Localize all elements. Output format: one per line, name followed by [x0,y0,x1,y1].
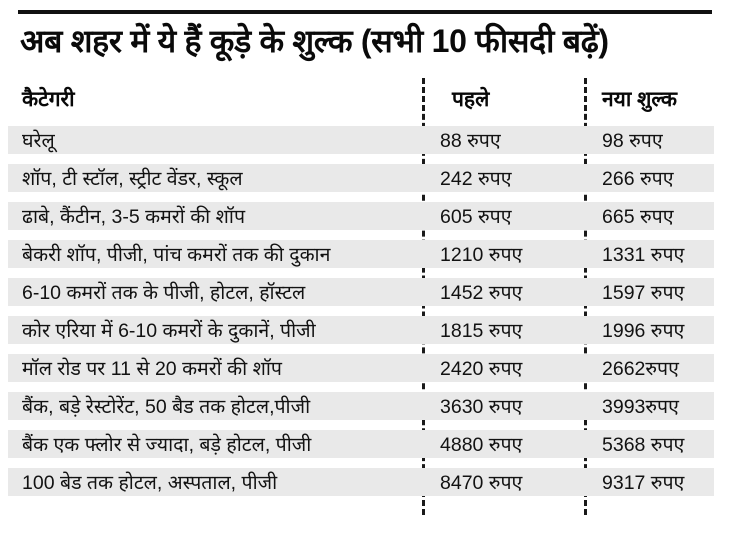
cell-category: शॉप, टी स्टॉल, स्ट्रीट वेंडर, स्कूल [22,168,243,190]
cell-old-fee: 3630 रुपए [440,396,523,418]
cell-old-fee: 1452 रुपए [440,282,523,304]
column-header-category: कैटेगरी [22,88,75,111]
cell-category: 100 बेड तक होटल, अस्पताल, पीजी [22,472,278,494]
cell-category: बेकरी शॉप, पीजी, पांच कमरों तक की दुकान [22,244,331,266]
cell-old-fee: 605 रुपए [440,206,512,228]
cell-old-fee: 242 रुपए [440,168,512,190]
cell-category: मॉल रोड पर 11 से 20 कमरों की शॉप [22,358,282,380]
cell-new-fee: 266 रुपए [602,168,674,190]
table-row [0,426,730,464]
cell-old-fee: 8470 रुपए [440,472,523,494]
table-row [0,122,730,160]
table-row [0,350,730,388]
cell-category: घरेलू [22,130,55,152]
cell-new-fee: 9317 रुपए [602,472,685,494]
column-header-old-fee: पहले [452,88,490,111]
title-top-rule [18,10,712,14]
cell-category: बैंक, बड़े रेस्टोरेंट, 50 बैड तक होटल,पीजी [22,396,311,418]
cell-new-fee: 1331 रुपए [602,244,685,266]
table-row [0,236,730,274]
cell-new-fee: 665 रुपए [602,206,674,228]
cell-category: 6-10 कमरों तक के पीजी, होटल, हॉस्टल [22,282,306,304]
table-row [0,274,730,312]
cell-old-fee: 2420 रुपए [440,358,523,380]
table-row [0,198,730,236]
cell-new-fee: 1996 रुपए [602,320,685,342]
cell-new-fee: 2662रुपए [602,358,679,380]
page-title: अब शहर में ये हैं कूड़े के शुल्क (सभी 10 फीसदी बढ़ें) [20,23,609,59]
cell-old-fee: 1210 रुपए [440,244,523,266]
table-header-row [0,78,730,122]
cell-old-fee: 88 रुपए [440,130,501,152]
cell-category: ढाबे, कैंटीन, 3-5 कमरों की शॉप [22,206,246,228]
table-row [0,464,730,502]
cell-new-fee: 98 रुपए [602,130,663,152]
fee-table [0,78,730,528]
cell-category: कोर एरिया में 6-10 कमरों के दुकानें, पीजी [22,320,316,342]
cell-old-fee: 4880 रुपए [440,434,523,456]
table-row [0,388,730,426]
cell-old-fee: 1815 रुपए [440,320,523,342]
cell-new-fee: 1597 रुपए [602,282,685,304]
cell-new-fee: 5368 रुपए [602,434,685,456]
column-header-new-fee: नया शुल्क [602,88,677,111]
table-row [0,312,730,350]
table-row [0,160,730,198]
cell-category: बैंक एक फ्लोर से ज्यादा, बड़े होटल, पीजी [22,434,312,456]
cell-new-fee: 3993रुपए [602,396,679,418]
